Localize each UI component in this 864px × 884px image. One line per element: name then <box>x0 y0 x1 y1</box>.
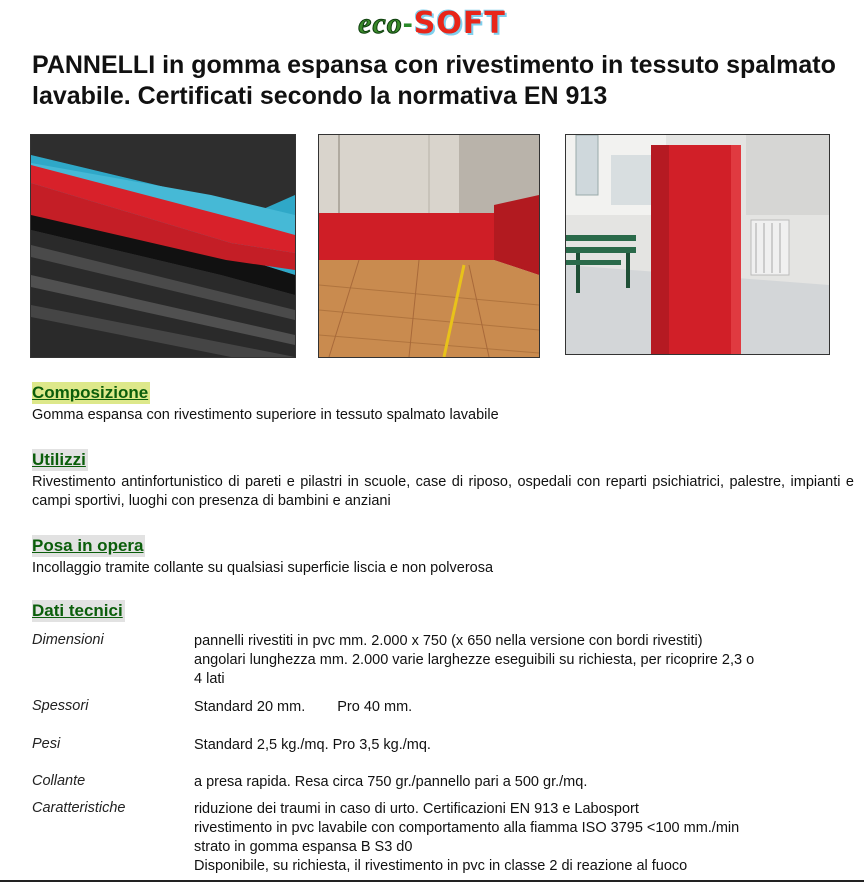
logo-dash: - <box>402 7 414 40</box>
section-text-composizione: Gomma espansa con rivestimento superiore in tessuto spalmato lavabile <box>32 407 499 423</box>
logo-soft: SOFT <box>413 6 506 41</box>
section-title-dati-tecnici: Dati tecnici <box>32 601 123 620</box>
caratteristiche-line-4: Disponibile, su richiesta, il rivestimento in pvc in classe 2 di reazione al fuoco <box>194 858 688 874</box>
label-dimensioni: Dimensioni <box>32 632 104 648</box>
label-collante: Collante <box>32 773 86 789</box>
gym-wall-photo <box>318 134 540 358</box>
section-text-posa: Incollaggio tramite collante su qualsiasi superficie liscia e non polverosa <box>32 560 494 576</box>
logo-eco: eco <box>358 7 403 40</box>
spessori-pro: Pro 40 mm. <box>337 699 413 715</box>
dimensioni-line-1: pannelli rivestiti in pvc mm. 2.000 x 750 (x 650 nella versione con bordi rivestiti) <box>194 633 703 649</box>
value-dimensioni <box>194 632 854 689</box>
label-spessori: Spessori <box>32 698 89 714</box>
caratteristiche-line-3: strato in gomma espansa B S3 d0 <box>194 839 413 855</box>
label-pesi: Pesi <box>32 736 61 752</box>
bottom-divider <box>0 880 864 882</box>
section-title-posa: Posa in opera <box>32 536 144 555</box>
value-spessori <box>194 698 854 717</box>
spessori-standard: Standard 20 mm. <box>194 699 306 715</box>
value-caratteristiche <box>194 800 854 876</box>
value-collante: a presa rapida. Resa circa 750 gr./pannello pari a 500 gr./mq. <box>194 774 588 790</box>
section-title-composizione: Composizione <box>32 383 149 402</box>
caratteristiche-line-2: rivestimento in pvc lavabile con comportamento alla fiamma ISO 3795 <100 mm./min <box>194 820 740 836</box>
foam-layers-photo <box>30 134 296 358</box>
value-pesi: Standard 2,5 kg./mq. Pro 3,5 kg./mq. <box>194 737 431 753</box>
section-text-utilizzi: Rivestimento antinfortunistico di pareti e pilastri in scuole, case di riposo, ospedali con reparti psichiatrici, palestre, impianti e campi sportivi, luoghi con presenza di bambini e anziani <box>32 474 854 509</box>
page-title: PANNELLI in gomma espansa con rivestimento in tessuto spalmato lavabile. Certificati secondo la normativa EN 913 <box>32 51 836 110</box>
label-caratteristiche: Caratteristiche <box>32 800 126 816</box>
dimensioni-line-3: 4 lati <box>194 671 225 687</box>
caratteristiche-line-1: riduzione dei traumi in caso di urto. Certificazioni EN 913 e Labosport <box>194 801 639 817</box>
dimensioni-line-2: angolari lunghezza mm. 2.000 varie larghezze eseguibili su richiesta, per ricoprire 2,3 o <box>194 652 755 668</box>
section-title-utilizzi: Utilizzi <box>32 450 86 469</box>
brand-logo <box>0 6 864 41</box>
pillar-padding-photo <box>565 134 830 355</box>
